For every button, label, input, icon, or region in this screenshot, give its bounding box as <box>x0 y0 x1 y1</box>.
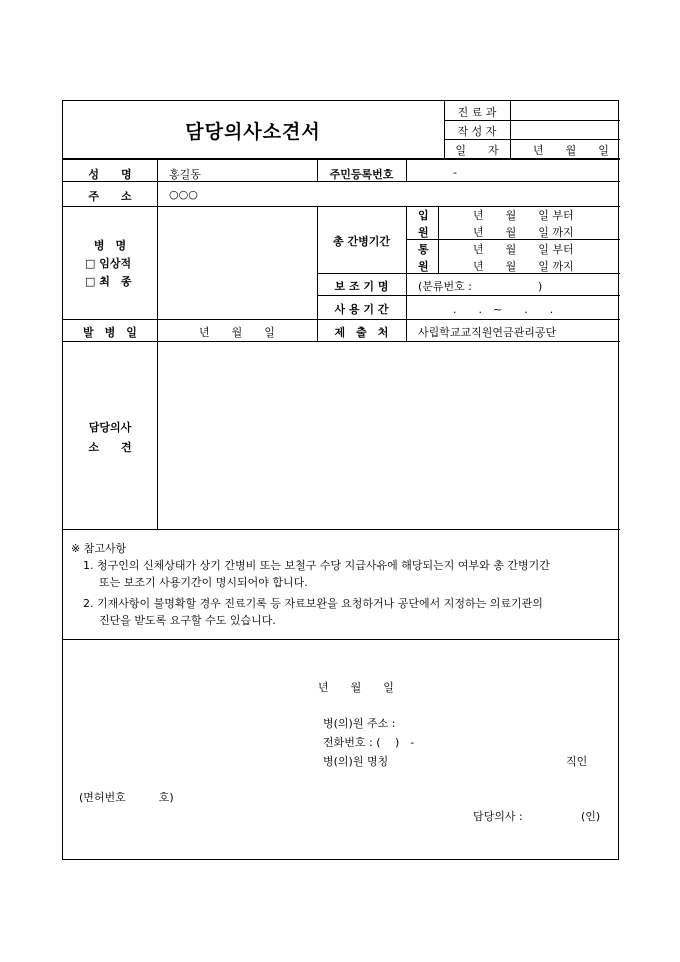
hospital-address[interactable]: 병(의)원 주소 : <box>323 717 396 730</box>
doctor-label[interactable]: 담당의사 : <box>473 810 523 823</box>
divider <box>63 158 620 160</box>
opinion-form <box>62 100 619 860</box>
onset-label: 발 병 일 <box>83 326 137 339</box>
divider <box>406 160 407 181</box>
inpatient-to[interactable]: 년 월 일 까지 <box>473 226 574 239</box>
submit-value: 사립학교교직원연금관리공단 <box>418 326 557 339</box>
footer-date[interactable]: 년 월 일 <box>318 681 394 694</box>
note-item-1-cont: 또는 보조기 사용기간이 명시되어야 합니다. <box>99 576 308 589</box>
divider <box>317 295 620 296</box>
usage-value[interactable]: . . ~ . . <box>453 303 554 316</box>
divider <box>63 529 620 530</box>
inpatient-char1: 입 <box>418 209 429 222</box>
sign-label: (인) <box>581 810 601 823</box>
license-number[interactable]: (면허번호 호) <box>79 791 174 804</box>
inpatient-from[interactable]: 년 월 일 부터 <box>473 209 574 222</box>
onset-date[interactable]: 년 월 일 <box>199 326 275 339</box>
care-period-label: 총 간병기간 <box>333 235 390 248</box>
outpatient-char2: 원 <box>418 260 429 273</box>
outpatient-from[interactable]: 년 월 일 부터 <box>473 243 574 256</box>
opinion-label-2: 소 견 <box>88 441 132 454</box>
opt-interim-checkbox[interactable]: □ 임상적 <box>85 257 132 270</box>
rrn-label: 주민등록번호 <box>329 168 394 181</box>
address-label: 주 소 <box>88 190 132 203</box>
note-item-2: 2. 기재사항이 불명확할 경우 진료기록 등 자료보완을 요청하거나 공단에서 지정하는 의료기관의 <box>83 597 543 610</box>
address-value[interactable]: ○○○ <box>169 188 198 201</box>
device-label: 보 조 기 명 <box>334 280 389 293</box>
notes-header: ※ 참고사항 <box>71 542 127 555</box>
device-value[interactable]: (분류번호 : ) <box>418 280 543 293</box>
name-value[interactable]: 홍길동 <box>169 168 201 181</box>
opt-final-checkbox[interactable]: □ 최 종 <box>85 275 132 288</box>
writer-label: 작 성 자 <box>457 125 497 138</box>
divider <box>63 341 620 342</box>
date-label: 일 자 <box>455 144 499 157</box>
divider <box>63 319 620 320</box>
usage-label: 사 용 기 간 <box>334 303 389 316</box>
page-title: 담당의사소견서 <box>185 121 321 143</box>
divider <box>444 120 620 121</box>
divider <box>444 139 620 140</box>
divider <box>63 639 620 640</box>
hospital-phone[interactable]: 전화번호 : ( ) - <box>323 736 415 749</box>
dept-label: 진 료 과 <box>457 106 497 119</box>
note-item-1: 1. 청구인의 신체상태가 상기 간병비 또는 보철구 수당 지급사유에 해당되는지 여부와 총 간병기간 <box>83 559 550 572</box>
opinion-label: 담당의사 <box>88 421 132 434</box>
disease-label: 병 명 <box>93 239 127 252</box>
submit-label: 제 출 처 <box>334 326 389 339</box>
note-item-2-cont: 진단을 받도록 요구할 수도 있습니다. <box>99 614 276 627</box>
divider <box>157 160 158 529</box>
hospital-name[interactable]: 병(의)원 명칭 <box>323 755 389 768</box>
date-value[interactable]: 년 월 일 <box>533 144 609 157</box>
seal-label: 직인 <box>566 755 588 768</box>
divider <box>510 101 511 158</box>
opinion-text-area[interactable] <box>159 343 618 527</box>
name-label: 성 명 <box>88 168 132 181</box>
inpatient-char2: 원 <box>418 226 429 239</box>
rrn-value[interactable]: - <box>453 166 457 179</box>
divider <box>317 273 620 274</box>
outpatient-char1: 통 <box>418 243 429 256</box>
outpatient-to[interactable]: 년 월 일 까지 <box>473 260 574 273</box>
